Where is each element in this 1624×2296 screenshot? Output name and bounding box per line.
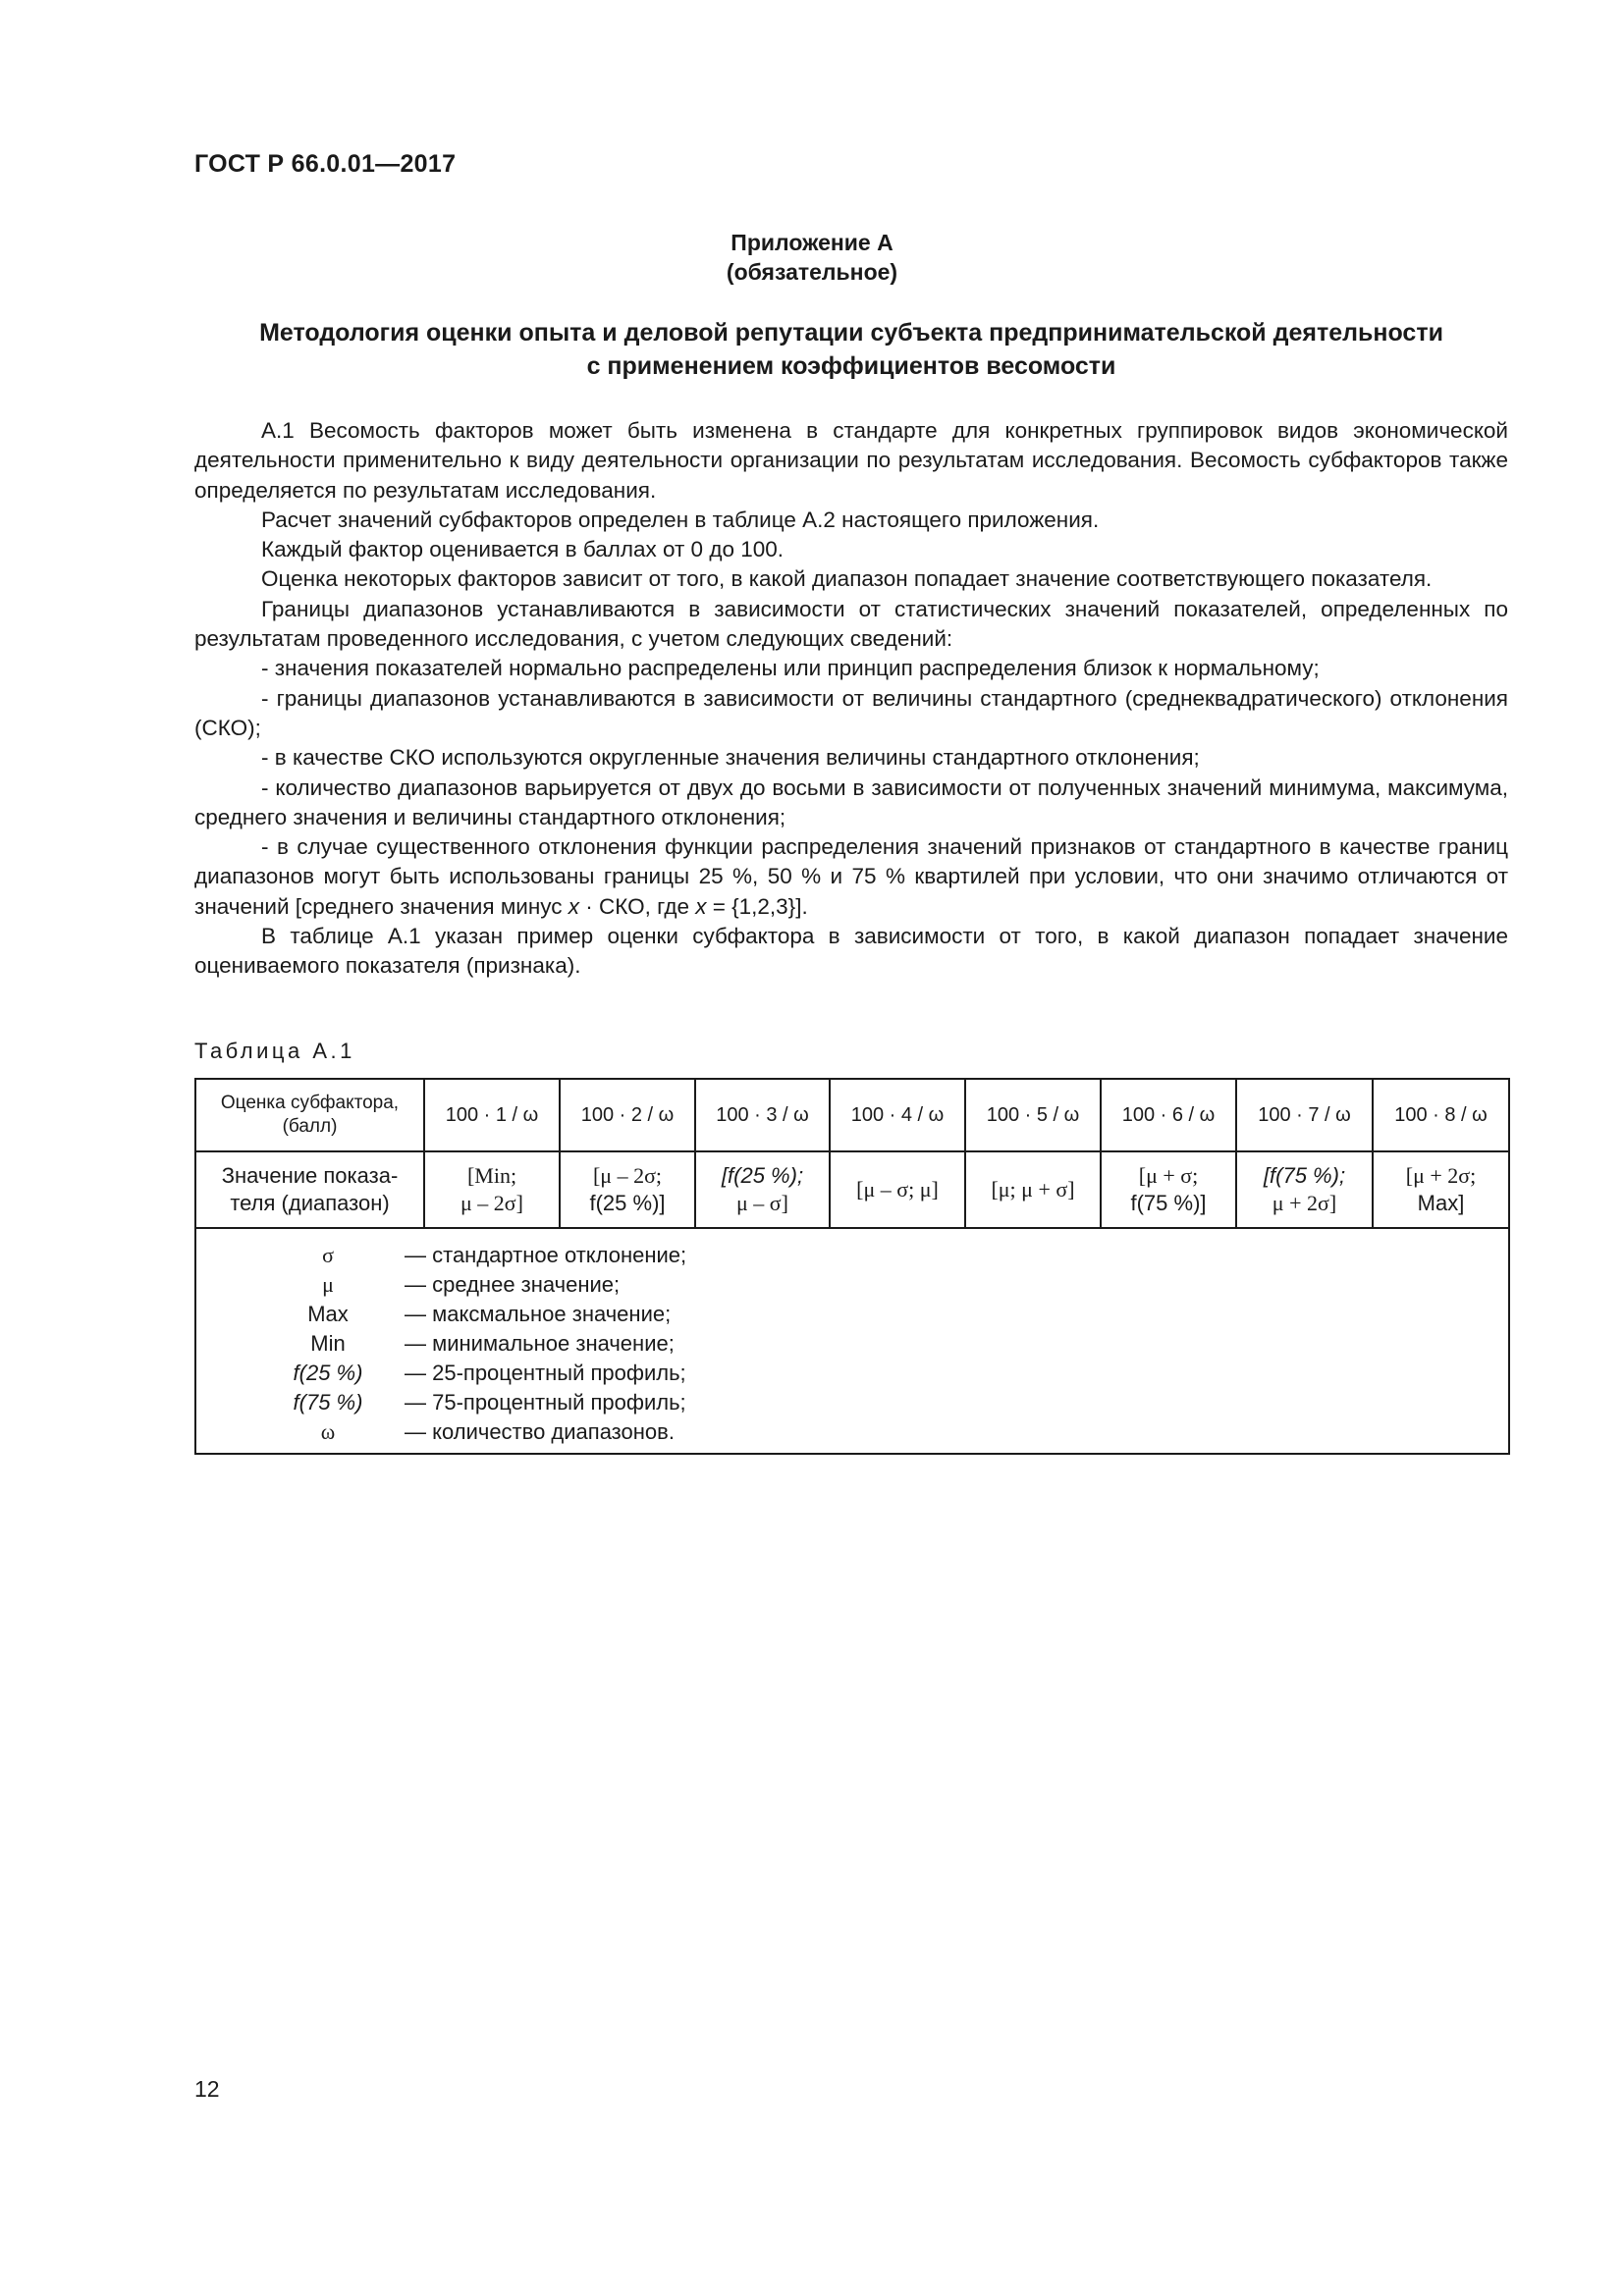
header-score: Оценка субфактора, (балл): [195, 1079, 424, 1151]
appendix-status: (обязательное): [726, 259, 898, 285]
score-cell: 100 · 4 / ω: [830, 1079, 965, 1151]
note-symbol: f(25 %): [293, 1361, 363, 1385]
paragraph: А.1 Весомость факторов может быть изменена в стандарте для конкретных группировок видов экономической деятельности применительно к виду деятельности организации по результатам исследования. Весомость субфакторов также определяется по результатам исследования.: [194, 418, 1508, 503]
paragraph: Каждый фактор оценивается в баллах от 0 до 100.: [261, 537, 785, 562]
table-row-notes: [195, 1228, 1509, 1454]
paragraph-quartile: [194, 832, 1508, 922]
score-cell: 100 · 1 / ω: [424, 1079, 560, 1151]
range-cell: [Min; μ – 2σ]: [424, 1151, 560, 1228]
header-range: [195, 1151, 424, 1228]
header-range-line2: теля (диапазон): [230, 1191, 390, 1215]
quartile-text-middle: · СКО, где: [579, 893, 696, 919]
range-cell: [μ + σ; f(75 %)]: [1101, 1151, 1236, 1228]
range-cell: [f(75 %); μ + 2σ]: [1236, 1151, 1373, 1228]
note-symbol: Max: [307, 1302, 349, 1326]
paragraph: Границы диапазонов устанавливаются в зависимости от статистических значений показателей, определенных по результатам проведенного исследования, с учетом следующих сведений:: [194, 596, 1508, 652]
score-cell: 100 · 3 / ω: [695, 1079, 830, 1151]
note-symbol: σ: [322, 1243, 334, 1267]
notes-cell: [195, 1228, 1509, 1454]
variable-x: x: [695, 893, 707, 919]
range-cell: [μ – 2σ; f(25 %)]: [560, 1151, 695, 1228]
appendix-title: Приложение А: [731, 230, 893, 255]
table-label: Таблица А.1: [194, 1039, 355, 1063]
score-cell: 100 · 8 / ω: [1373, 1079, 1509, 1151]
note-symbol: ω: [320, 1419, 336, 1444]
note-text: — стандартное отклонение;: [405, 1243, 687, 1267]
range-cell: [μ + 2σ; Max]: [1373, 1151, 1509, 1228]
document-code: ГОСТ Р 66.0.01—2017: [194, 150, 457, 178]
paragraph: - количество диапазонов варьируется от двух до восьми в зависимости от полученных значений минимума, максимума, среднего значения и величины стандартного отклонения;: [194, 774, 1508, 829]
paragraph: - значения показателей нормально распределены или принцип распределения близок к нормальному;: [261, 656, 1320, 681]
table-row-score: [195, 1079, 1509, 1151]
range-cell: [μ – σ; μ]: [830, 1151, 965, 1228]
paragraph: Расчет значений субфакторов определен в таблице А.2 настоящего приложения.: [261, 507, 1100, 532]
section-title-line2: с применением коэффициентов весомости: [586, 352, 1116, 380]
range-cell: [f(25 %); μ – σ]: [695, 1151, 830, 1228]
paragraph: - в качестве СКО используются округленные значения величины стандартного отклонения;: [261, 745, 1200, 771]
score-cell: 100 · 6 / ω: [1101, 1079, 1236, 1151]
table-a1: [194, 1078, 1510, 1455]
quartile-text-before: - в случае существенного отклонения функции распределения значений признаков от стандартного в качестве границ диапазонов могут быть использованы границы 25 %, 50 % и 75 % квартилей при условии, что они значимо отличаются от значений [среднего значения минус: [194, 834, 1508, 919]
score-cell: 100 · 5 / ω: [965, 1079, 1101, 1151]
note-text: — 25-процентный профиль;: [405, 1361, 686, 1385]
paragraph: В таблице А.1 указан пример оценки субфактора в зависимости от того, в какой диапазон попадает значение оцениваемого показателя (признака).: [194, 924, 1508, 979]
note-symbol: Min: [310, 1331, 346, 1356]
note-symbol: f(75 %): [293, 1390, 363, 1415]
score-cell: 100 · 2 / ω: [560, 1079, 695, 1151]
paragraph: - границы диапазонов устанавливаются в зависимости от величины стандартного (среднеквадратического) отклонения (СКО);: [194, 685, 1508, 740]
note-text: — среднее значение;: [405, 1272, 621, 1297]
body-text: [194, 416, 1508, 982]
note-text: — минимальное значение;: [405, 1331, 675, 1356]
range-cell: [μ; μ + σ]: [965, 1151, 1101, 1228]
note-text: — количество диапазонов.: [405, 1419, 675, 1444]
score-cell: 100 · 7 / ω: [1236, 1079, 1373, 1151]
note-symbol: μ: [322, 1272, 334, 1297]
section-title: [194, 316, 1508, 383]
note-text: — 75-процентный профиль;: [405, 1390, 686, 1415]
notes-list: [196, 1229, 1508, 1453]
table-row-range: [195, 1151, 1509, 1228]
page-number: 12: [194, 2076, 220, 2102]
variable-x: x: [568, 893, 580, 919]
paragraph: Оценка некоторых факторов зависит от того, в какой диапазон попадает значение соответствующего показателя.: [261, 566, 1433, 592]
section-title-line1: Методология оценки опыта и деловой репутации субъекта предпринимательской деятельности: [259, 319, 1443, 347]
note-text: — максмальное значение;: [405, 1302, 672, 1326]
header-range-line1: Значение показа-: [221, 1163, 399, 1188]
quartile-text-after: = {1,2,3}].: [706, 893, 808, 919]
